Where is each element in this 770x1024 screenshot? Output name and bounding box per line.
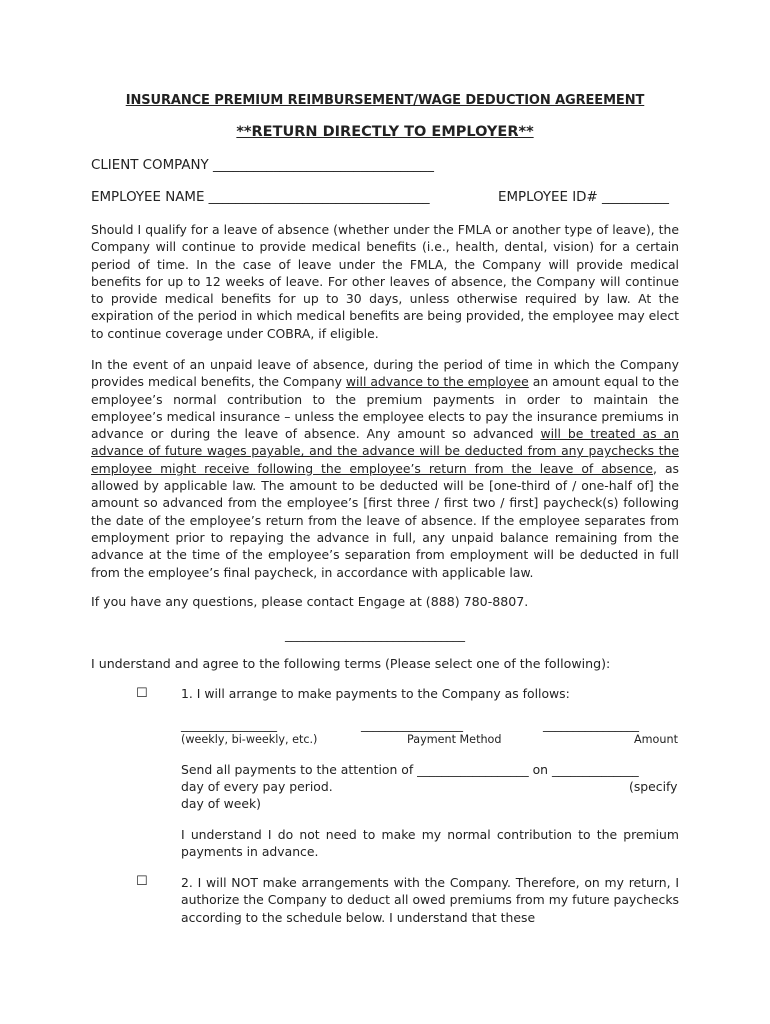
return-instruction: **RETURN DIRECTLY TO EMPLOYER** xyxy=(236,124,534,140)
frequency-blank[interactable]: ________________ xyxy=(181,718,277,732)
advance-text-underlined-2: will be treated as an advance of future wages payable, and the advance will be deducted from any paychecks the employee might receive following the employee’s return from the leave of absence xyxy=(91,426,679,476)
document-title: INSURANCE PREMIUM REIMBURSEMENT/WAGE DEDUCTION AGREEMENT xyxy=(125,93,645,108)
benefits-paragraph: Should I qualify for a leave of absence (whether under the FMLA or another type of leave), the Company will continue to provide medical benefits (i.e., health, dental, vision) for a certain period of time. In the case of leave under the FMLA, the Company will provide medical benefits for up to 12 weeks of leave. For other leaves of absence, the Company will continue to provide medical benefits for up to 30 days, unless otherwise required by law. At the expiration of the period in which medical benefits are being provided, the employee may elect to continue coverage under COBRA, if eligible. xyxy=(91,222,679,341)
payment-method-caption: Payment Method xyxy=(407,733,502,746)
advance-text-underlined-1: will advance to the employee xyxy=(345,374,529,390)
employee-name-field[interactable]: EMPLOYEE NAME _________________________________ xyxy=(91,190,430,205)
advance-text-a: In the event of an unpaid leave of absence, during the period of time in which the Company provides medical benefits, the Company xyxy=(91,357,679,390)
option1-checkbox[interactable]: ☐ xyxy=(136,686,148,701)
day-of-week-note: day of week) xyxy=(181,796,262,811)
send-payments-line: Send all payments to the attention of __________________ on ______________ xyxy=(181,762,639,777)
client-company-field[interactable]: CLIENT COMPANY _________________________________ xyxy=(91,158,434,173)
amount-blank[interactable]: ________________ xyxy=(543,718,639,732)
payment-method-blank[interactable]: _________________ xyxy=(361,718,463,732)
advance-text-c: an amount equal to the employee’s normal contribution to the premium payments in order to maintain the employee’s medical insurance – unless the employee elects to pay the insurance premiums in advance or during the leave of absence. Any amount so advanced xyxy=(91,374,679,442)
amount-caption: Amount xyxy=(634,733,678,746)
option1-label: 1. I will arrange to make payments to the Company as follows: xyxy=(181,686,570,701)
signature-line[interactable]: ______________________________ xyxy=(285,628,465,642)
employee-id-field[interactable]: EMPLOYEE ID# __________ xyxy=(498,190,669,205)
pay-period-line: day of every pay period. xyxy=(181,779,333,794)
advance-text-e: , as allowed by applicable law. The amount to be deducted will be [one-third of / one-half of] the amount so advanced from the employee’s [first three / first two / first] paycheck(s) following the date of the employee’s return from the leave of absence. If the employee separates from employment prior to repaying the advance in full, any unpaid balance remaining from the advance at the time of the employee’s separation from employment will be deducted in full from the employee’s final paycheck, in accordance with applicable law. xyxy=(91,460,679,580)
specify-note: (specify xyxy=(629,779,678,794)
option2-text: 2. I will NOT make arrangements with the Company. Therefore, on my return, I authorize the Company to deduct all owed premiums from my future paychecks according to the schedule below. I understand that these xyxy=(181,875,679,925)
contact-line: If you have any questions, please contact Engage at (888) 780-8807. xyxy=(91,594,529,609)
frequency-caption: (weekly, bi-weekly, etc.) xyxy=(181,733,318,746)
option2-checkbox[interactable]: ☐ xyxy=(136,874,148,889)
option1-understanding: I understand I do not need to make my normal contribution to the premium payments in advance. xyxy=(181,827,679,860)
agree-statement: I understand and agree to the following terms (Please select one of the following): xyxy=(91,656,611,671)
advance-paragraph xyxy=(91,356,679,581)
